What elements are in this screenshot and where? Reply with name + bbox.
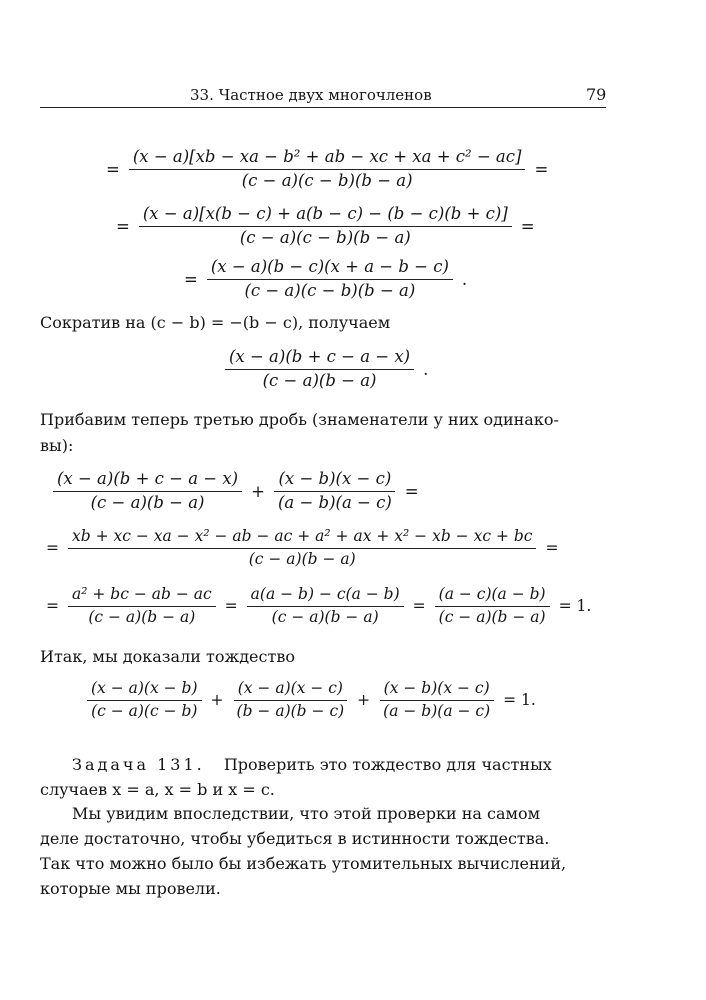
equation-line-3: = $\frac{(x - a)(b - c)(x + a - b - c)}{(c - a)(c - b)(b - a)}$ . [184,257,468,300]
text-proved: Итак, мы доказали тождество [40,647,295,666]
running-title: 33. Частное двух многочленов [190,86,432,104]
closing-line-1: Мы увидим впоследствии, что этой проверки на самом [72,804,541,823]
closing-line-4: которые мы провели. [40,879,221,898]
closing-line-3: Так что можно было бы избежать утомительных вычислений, [40,854,567,873]
identity-line: $\frac{(x - a)(x - b)}{(c - a)(c - b)}$ + $\frac{(x - a)(x - c)}{(b - a)(b - c)}$ + $\frac{(x - b)(x - c)}{(a - b)(a - c)}$ = 1. [84,680,542,721]
page-number: 79 [586,85,607,104]
problem-line-2: случаев x = a, x = b и x = c. [40,780,275,799]
header-rule [40,107,606,108]
expanded-line: = $\frac{\text{xb + xc − xa − x² − ab − ac + a² + ax + x² − xb − xc + bc}}{(c - a)(b - a)}$ = [46,527,559,568]
text-add-third-1: Прибавим теперь третью дробь (знаменатели у них одинако- [40,410,559,429]
problem-text-1: Проверить это тождество для частных [223,755,552,774]
problem-label: Задача 131. [72,755,205,774]
reduced-fraction: $\frac{(x - a)(b + c - a - x)}{(c - a)(b - a)}$ . [222,348,434,391]
closing-line-2: деле достаточно, чтобы убедиться в истинности тождества. [40,829,550,848]
sum-line: $\frac{(x - a)(b + c - a - x)}{(c - a)(b - a)}$ + $\frac{(x - b)(x - c)}{(a - b)(a - c)}$ = [50,470,425,513]
text-simplify: Сократив на (c − b) = −(b − c), получаем [40,313,391,332]
equation-line-2: = $\frac{(x - a)[x(b - c) + a(b - c) - (b - c)(b + c)]}{(c - a)(c - b)(b - a)}$ = [116,204,535,247]
text-add-third-2: вы): [40,436,74,455]
equation-line-1: = $\frac{\text{(x − a)[xb − xa − b² + ab − xc + xa + c² − ac]}}{(c - a)(c - b)(b - a)}$ = [106,147,549,190]
final-line: = $\frac{\text{a² + bc − ab − ac}}{(c - a)(b - a)}$ = $\frac{a(a - b) - c(a - b)}{(c - a)(b - a)}$ = $\frac{(a - c)(a - b)}{(c - a)(b - a)}$ = 1. [46,585,592,626]
problem-line-1 [72,755,552,774]
